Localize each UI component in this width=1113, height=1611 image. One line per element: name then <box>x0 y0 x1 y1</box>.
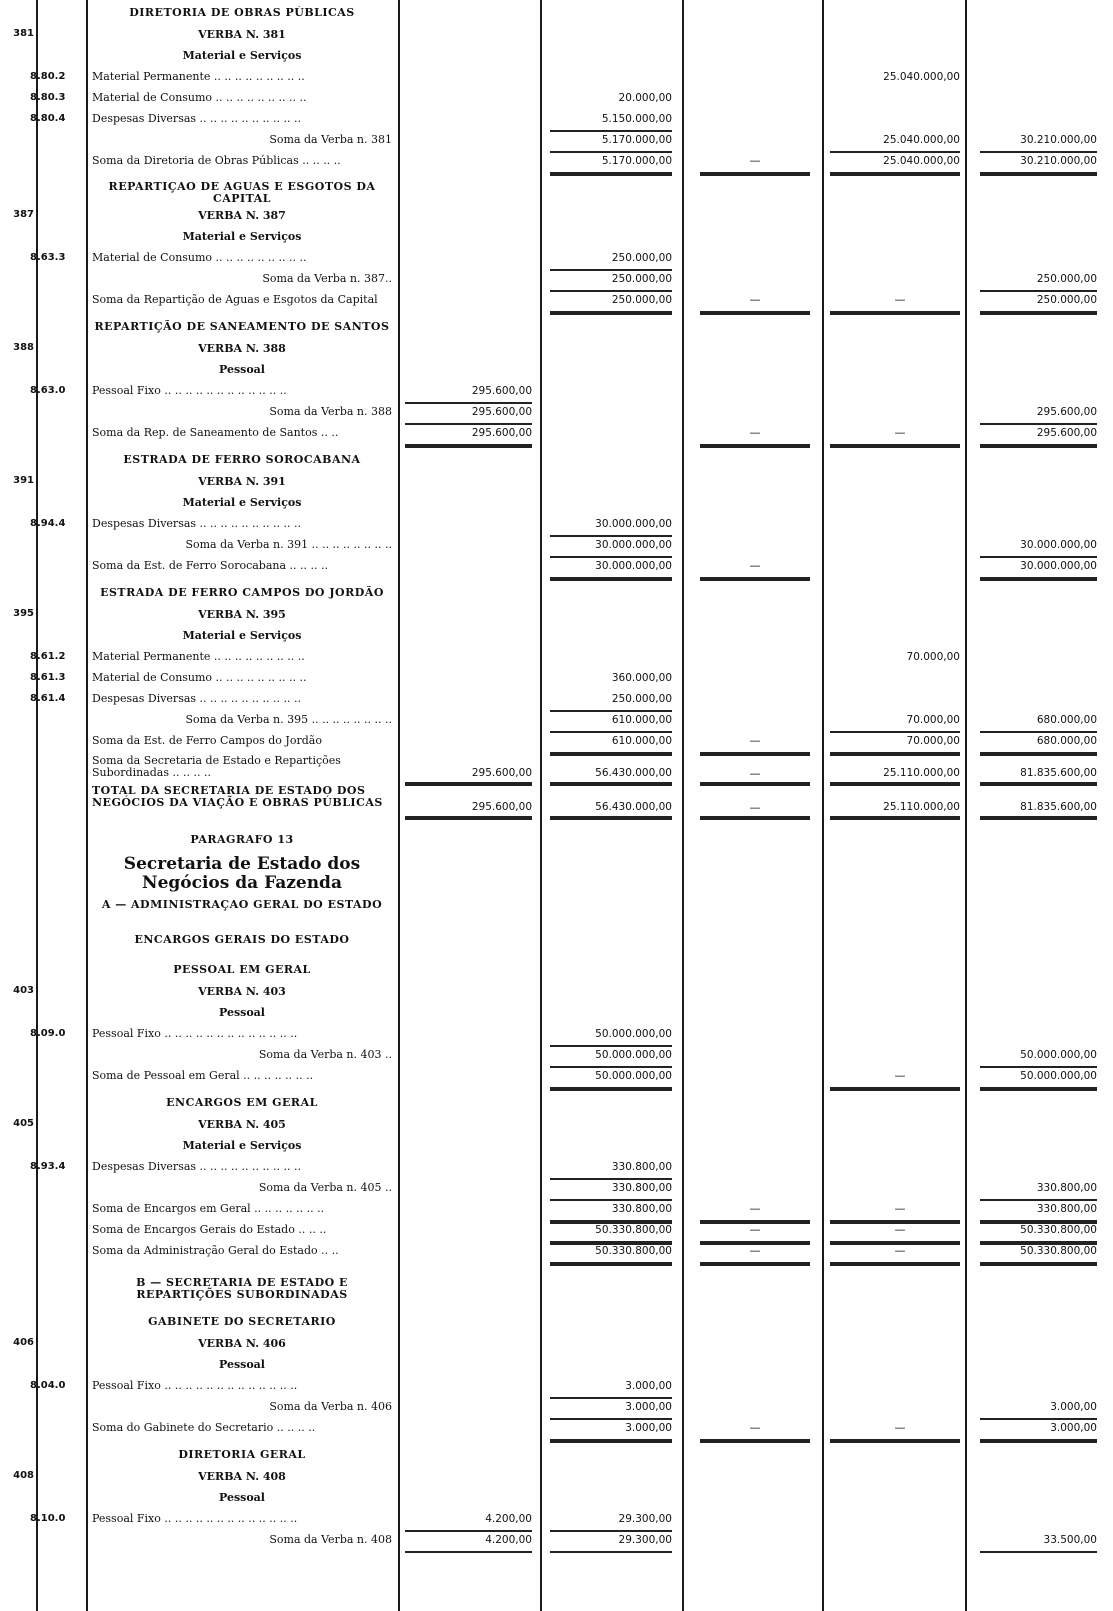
row-description: Despesas Diversas .. .. .. .. .. .. .. .. .. .. <box>92 1160 301 1173</box>
item-code: 8.63.3 <box>30 252 66 263</box>
underline <box>700 172 810 176</box>
ledger-row-sum <box>0 403 1113 424</box>
amount-c2: 330.800,00 <box>611 1203 672 1215</box>
ledger-row-sub <box>0 1468 1113 1489</box>
underline <box>980 444 1097 448</box>
verba-number: 391 <box>13 475 34 486</box>
amount-c2: 330.800,00 <box>611 1161 672 1173</box>
row-description: Material de Consumo .. .. .. .. .. .. .. .. .. <box>92 251 307 264</box>
amount-c5: 3.000,00 <box>1050 1401 1097 1413</box>
underline <box>830 1087 960 1091</box>
row-description: Despesas Diversas .. .. .. .. .. .. .. .. .. .. <box>92 112 301 125</box>
row-description: VERBA N. 387 <box>198 209 286 222</box>
row-description: Material Permanente .. .. .. .. .. .. .. .. .. <box>92 70 305 83</box>
row-description: Soma da Verba n. 408 <box>269 1533 392 1546</box>
underline <box>830 311 960 315</box>
item-code: 8.61.2 <box>30 651 66 662</box>
row-description: Soma de Pessoal em Geral .. .. .. .. .. .. .. <box>92 1069 314 1082</box>
amount-c2: 29.300,00 <box>618 1513 672 1525</box>
amount-c2: 30.000.000,00 <box>595 560 672 572</box>
underline <box>980 172 1097 176</box>
dash-col3: — <box>749 767 761 780</box>
row-description: ESTRADA DE FERRO CAMPOS DO JORDÃO <box>100 586 384 599</box>
subtitle-a: A — ADMINISTRAÇÃO GERAL DO ESTADO <box>101 899 383 911</box>
section-title: Secretaria de Estado dos Negócios da Fazenda <box>123 855 361 893</box>
row-description: Material Permanente .. .. .. .. .. .. .. .. .. <box>92 650 305 663</box>
dash-col4: — <box>894 1223 906 1236</box>
amount-c5: 680.000,00 <box>1036 714 1097 726</box>
amount-c2: 29.300,00 <box>618 1534 672 1546</box>
amount-c2: 30.000.000,00 <box>595 518 672 530</box>
dash-col4: — <box>894 1421 906 1434</box>
ledger-row-sub <box>0 473 1113 494</box>
underline <box>405 816 532 820</box>
dash-col4: — <box>894 1069 906 1082</box>
row-description: Soma da Verba n. 391 .. .. .. .. .. .. .. .. <box>185 538 392 551</box>
row-description: REPARTIÇÃO DE AGUAS E ESGOTOS DA CAPITAL <box>108 181 376 205</box>
row-description: Soma de Encargos em Geral .. .. .. .. .. .. .. <box>92 1202 325 1215</box>
underline <box>830 444 960 448</box>
amount-c1: 295.600,00 <box>471 385 532 397</box>
row-description: Material e Serviços <box>182 49 302 62</box>
ledger-row-item <box>0 249 1113 270</box>
amount-c1: 4.200,00 <box>485 1513 532 1525</box>
row-description: Pessoal <box>218 1491 265 1504</box>
amount-c4: 25.110.000,00 <box>883 767 960 779</box>
row-description: Material e Serviços <box>182 230 302 243</box>
amount-c2: 50.330.800,00 <box>595 1224 672 1236</box>
ledger-row-item <box>0 648 1113 669</box>
ledger-row-heading <box>0 584 1113 606</box>
underline <box>550 311 672 315</box>
ledger-row-sum2 <box>0 753 1113 783</box>
amount-c1: 295.600,00 <box>471 406 532 418</box>
row-description: Soma da Repartição de Aguas e Esgotos da Capital <box>92 293 378 306</box>
row-description: Soma da Verba n. 388 <box>269 405 392 418</box>
ledger-row-sum2 <box>0 732 1113 753</box>
row-description: Pessoal Fixo .. .. .. .. .. .. .. .. .. .. .. .. <box>92 384 287 397</box>
amount-c2: 250.000,00 <box>611 294 672 306</box>
row-description: DIRETORIA GERAL <box>178 1448 306 1461</box>
ledger-row-heading <box>0 1446 1113 1468</box>
underline <box>700 1262 810 1266</box>
amount-c2: 50.330.800,00 <box>595 1245 672 1257</box>
amount-c4: 25.110.000,00 <box>883 801 960 813</box>
dash-col3: — <box>749 426 761 439</box>
ledger-row-sum2 <box>0 557 1113 578</box>
amount-c2: 3.000,00 <box>625 1401 672 1413</box>
amount-c5: 81.835.600,00 <box>1020 767 1097 779</box>
row-description: VERBA N. 391 <box>198 475 286 488</box>
ledger-row-sum2 <box>0 1419 1113 1440</box>
dash-col3: — <box>749 734 761 747</box>
row-description: VERBA N. 395 <box>198 608 286 621</box>
row-description: Material e Serviços <box>182 496 302 509</box>
dash-col4: — <box>894 293 906 306</box>
ledger-row-item <box>0 515 1113 536</box>
underline <box>830 1439 960 1443</box>
dash-col3: — <box>749 559 761 572</box>
ledger-row-heading <box>0 4 1113 26</box>
amount-c2: 50.000.000,00 <box>595 1049 672 1061</box>
row-description: REPARTIÇÃO DE SANEAMENTO DE SANTOS <box>94 320 390 333</box>
amount-c5: 330.800,00 <box>1036 1182 1097 1194</box>
item-code: 8.61.4 <box>30 693 66 704</box>
row-description: VERBA N. 406 <box>198 1337 286 1350</box>
row-description: Soma da Diretoria de Obras Públicas .. .. .. .. <box>92 154 341 167</box>
paragrafo-label: PARAGRAFO 13 <box>190 833 294 846</box>
underline <box>980 1551 1097 1553</box>
ledger-row-item <box>0 110 1113 131</box>
amount-c5: 330.800,00 <box>1036 1203 1097 1215</box>
underline <box>700 444 810 448</box>
amount-c2: 360.000,00 <box>611 672 672 684</box>
verba-number: 381 <box>13 28 34 39</box>
encargos-heading: ENCARGOS GERAIS DO ESTADO <box>134 933 350 946</box>
underline <box>830 1262 960 1266</box>
dash-col3: — <box>749 1421 761 1434</box>
ledger-row-sum <box>0 1398 1113 1419</box>
amount-c1: 295.600,00 <box>471 427 532 439</box>
amount-c4: 25.040.000,00 <box>883 134 960 146</box>
ledger-row-heading <box>0 961 1113 983</box>
ledger-row-item <box>0 1025 1113 1046</box>
item-code: 8.10.0 <box>30 1513 66 1524</box>
verba-number: 406 <box>13 1337 34 1348</box>
amount-c4: 25.040.000,00 <box>883 155 960 167</box>
amount-c2: 250.000,00 <box>611 693 672 705</box>
underline <box>980 1262 1097 1266</box>
underline <box>980 577 1097 581</box>
ledger-row-sum2 <box>0 291 1113 312</box>
row-description: Despesas Diversas .. .. .. .. .. .. .. .. .. .. <box>92 517 301 530</box>
row-description: Soma da Verba n. 387.. <box>262 272 392 285</box>
amount-c5: 30.210.000,00 <box>1020 155 1097 167</box>
amount-c4: 70.000,00 <box>906 651 960 663</box>
amount-c1: 295.600,00 <box>471 801 532 813</box>
amount-c2: 610.000,00 <box>611 714 672 726</box>
dash-col3: — <box>749 1244 761 1257</box>
dash-col3: — <box>749 1223 761 1236</box>
ledger-row-sub <box>0 1116 1113 1137</box>
row-description: PESSOAL EM GERAL <box>173 963 311 976</box>
ledger-row-item <box>0 1377 1113 1398</box>
amount-c5: 50.330.800,00 <box>1020 1224 1097 1236</box>
row-description: Soma da Est. de Ferro Campos do Jordão <box>92 734 322 747</box>
ledger-row-sum2 <box>0 1242 1113 1263</box>
amount-c5: 30.210.000,00 <box>1020 134 1097 146</box>
row-description: VERBA N. 388 <box>198 342 286 355</box>
row-description: VERBA N. 403 <box>198 985 286 998</box>
amount-c5: 250.000,00 <box>1036 273 1097 285</box>
amount-c5: 680.000,00 <box>1036 735 1097 747</box>
amount-c2: 5.170.000,00 <box>601 134 672 146</box>
row-description: Soma do Gabinete do Secretario .. .. .. .. <box>92 1421 316 1434</box>
underline <box>830 816 960 820</box>
amount-c2: 250.000,00 <box>611 252 672 264</box>
ledger-row-item <box>0 89 1113 110</box>
ledger-row-sum2 <box>0 1067 1113 1088</box>
row-description: Material de Consumo .. .. .. .. .. .. .. .. .. <box>92 671 307 684</box>
row-description: Soma da Rep. de Saneamento de Santos .. .. <box>92 426 339 439</box>
ledger-row-sum2 <box>0 424 1113 445</box>
item-code: 8.80.3 <box>30 92 66 103</box>
verba-number: 403 <box>13 985 34 996</box>
ledger-row-sub <box>0 627 1113 648</box>
underline <box>405 444 532 448</box>
amount-c5: 50.330.800,00 <box>1020 1245 1097 1257</box>
underline <box>980 311 1097 315</box>
verba-number: 388 <box>13 342 34 353</box>
amount-c5: 295.600,00 <box>1036 406 1097 418</box>
ledger-row-sub <box>0 228 1113 249</box>
ledger-row-sum <box>0 536 1113 557</box>
ledger-row-item <box>0 1510 1113 1531</box>
ledger-row-sum <box>0 131 1113 152</box>
underline <box>700 577 810 581</box>
dash-col4: — <box>894 426 906 439</box>
underline <box>550 1087 672 1091</box>
row-description: Soma da Secretaria de Estado e Repartições Subordinadas .. .. .. .. <box>92 755 341 779</box>
dash-col3: — <box>749 1202 761 1215</box>
ledger-row-sub <box>0 983 1113 1004</box>
amount-c5: 33.500,00 <box>1043 1534 1097 1546</box>
dash-col4: — <box>894 1244 906 1257</box>
amount-c5: 250.000,00 <box>1036 294 1097 306</box>
row-description: VERBA N. 381 <box>198 28 286 41</box>
amount-c2: 5.170.000,00 <box>601 155 672 167</box>
ledger-row-sub <box>0 361 1113 382</box>
amount-c1: 295.600,00 <box>471 767 532 779</box>
underline <box>700 1439 810 1443</box>
ledger-row-item <box>0 68 1113 89</box>
row-description: Soma da Verba n. 406 <box>269 1400 392 1413</box>
row-description: Pessoal Fixo .. .. .. .. .. .. .. .. .. .. .. .. .. <box>92 1379 298 1392</box>
ledger-row-sum <box>0 1531 1113 1552</box>
underline <box>700 311 810 315</box>
ledger-row-sub <box>0 340 1113 361</box>
amount-c5: 30.000.000,00 <box>1020 560 1097 572</box>
row-description: Soma da Verba n. 403 .. <box>258 1048 392 1061</box>
verba-number: 395 <box>13 608 34 619</box>
row-description: Material e Serviços <box>182 1139 302 1152</box>
amount-c4: 70.000,00 <box>906 735 960 747</box>
ledger-row-sum <box>0 711 1113 732</box>
row-description: Soma da Verba n. 405 .. <box>258 1181 392 1194</box>
item-code: 8.09.0 <box>30 1028 66 1039</box>
amount-c5: 50.000.000,00 <box>1020 1049 1097 1061</box>
item-code: 8.61.3 <box>30 672 66 683</box>
ledger-row-heading <box>0 451 1113 473</box>
row-description: ESTRADA DE FERRO SOROCABANA <box>123 453 361 466</box>
amount-c2: 50.000.000,00 <box>595 1070 672 1082</box>
ledger-row-sub <box>0 1335 1113 1356</box>
ledger-row-sub <box>0 1356 1113 1377</box>
ledger-row-sub <box>0 47 1113 68</box>
item-code: 8.80.4 <box>30 113 66 124</box>
ledger-row-sub <box>0 606 1113 627</box>
ledger-row-sub <box>0 207 1113 228</box>
amount-c2: 30.000.000,00 <box>595 539 672 551</box>
dash-col3: — <box>749 801 761 814</box>
amount-c4: 70.000,00 <box>906 714 960 726</box>
row-description: Pessoal Fixo .. .. .. .. .. .. .. .. .. .. .. .. .. <box>92 1512 298 1525</box>
ledger-row-item <box>0 1158 1113 1179</box>
item-code: 8.63.0 <box>30 385 66 396</box>
ledger-row-item <box>0 382 1113 403</box>
ledger-row-heading <box>0 1094 1113 1116</box>
underline <box>405 1551 532 1553</box>
ledger-row-item <box>0 690 1113 711</box>
ledger-row-sub <box>0 1489 1113 1510</box>
underline <box>830 172 960 176</box>
item-code: 8.93.4 <box>30 1161 66 1172</box>
amount-c2: 330.800,00 <box>611 1182 672 1194</box>
ledger-row-sub <box>0 1137 1113 1158</box>
verba-number: 408 <box>13 1470 34 1481</box>
amount-c4: 25.040.000,00 <box>883 71 960 83</box>
row-description: Material e Serviços <box>182 629 302 642</box>
ledger-row-sum <box>0 1179 1113 1200</box>
underline <box>550 172 672 176</box>
verba-number: 405 <box>13 1118 34 1129</box>
dash-col3: — <box>749 154 761 167</box>
dash-col3: — <box>749 293 761 306</box>
ledger-row-sum2 <box>0 1221 1113 1242</box>
amount-c5: 50.000.000,00 <box>1020 1070 1097 1082</box>
row-description: Soma da Verba n. 395 .. .. .. .. .. .. .. .. <box>185 713 392 726</box>
verba-number: 387 <box>13 209 34 220</box>
ledger-row-sum <box>0 1046 1113 1067</box>
underline <box>980 1439 1097 1443</box>
amount-c5: 30.000.000,00 <box>1020 539 1097 551</box>
subtitle-b: B — SECRETARIA DE ESTADO E REPARTIÇÕES SUBORDINADAS <box>136 1277 348 1301</box>
ledger-row-item <box>0 669 1113 690</box>
amount-c5: 295.600,00 <box>1036 427 1097 439</box>
row-description: TOTAL DA SECRETARIA DE ESTADO DOS NEGÓCIOS DA VIAÇÃO E OBRAS PÚBLICAS <box>92 785 383 809</box>
ledger-row-sum2 <box>0 152 1113 173</box>
amount-c5: 3.000,00 <box>1050 1422 1097 1434</box>
amount-c2: 3.000,00 <box>625 1380 672 1392</box>
row-description: Soma da Verba n. 381 <box>269 133 392 146</box>
row-description: Pessoal Fixo .. .. .. .. .. .. .. .. .. .. .. .. .. <box>92 1027 298 1040</box>
underline <box>550 816 672 820</box>
amount-c5: 81.835.600,00 <box>1020 801 1097 813</box>
amount-c2: 610.000,00 <box>611 735 672 747</box>
ledger-row-sub <box>0 26 1113 47</box>
amount-c2: 5.150.000,00 <box>601 113 672 125</box>
item-code: 8.80.2 <box>30 71 66 82</box>
row-description: Pessoal <box>218 1358 265 1371</box>
row-description: Despesas Diversas .. .. .. .. .. .. .. .. .. .. <box>92 692 301 705</box>
ledger-row-sub <box>0 1004 1113 1025</box>
row-description: VERBA N. 405 <box>198 1118 286 1131</box>
item-code: 8.04.0 <box>30 1380 66 1391</box>
amount-c1: 4.200,00 <box>485 1534 532 1546</box>
underline <box>550 1262 672 1266</box>
underline <box>550 1439 672 1443</box>
row-description: DIRETORIA DE OBRAS PÚBLICAS <box>129 6 355 19</box>
row-description: GABINETE DO SECRETARIO <box>148 1315 336 1328</box>
ledger-row-sum <box>0 270 1113 291</box>
row-description: Soma da Administração Geral do Estado .. .. <box>92 1244 339 1257</box>
underline <box>550 577 672 581</box>
ledger-row-total <box>0 783 1113 817</box>
amount-c2: 50.000.000,00 <box>595 1028 672 1040</box>
row-description: Soma de Encargos Gerais do Estado .. .. .. <box>92 1223 327 1236</box>
amount-c2: 3.000,00 <box>625 1422 672 1434</box>
amount-c2: 56.430.000,00 <box>595 801 672 813</box>
row-description: VERBA N. 408 <box>198 1470 286 1483</box>
item-code: 8.94.4 <box>30 518 66 529</box>
row-description: Material de Consumo .. .. .. .. .. .. .. .. .. <box>92 91 307 104</box>
row-description: Pessoal <box>218 363 265 376</box>
ledger-row-heading <box>0 318 1113 340</box>
underline <box>550 1551 672 1553</box>
amount-c2: 56.430.000,00 <box>595 767 672 779</box>
amount-c2: 20.000,00 <box>618 92 672 104</box>
ledger-row-heading <box>0 179 1113 207</box>
underline <box>700 816 810 820</box>
dash-col4: — <box>894 1202 906 1215</box>
ledger-row-heading <box>0 1313 1113 1335</box>
ledger-row-sum2 <box>0 1200 1113 1221</box>
amount-c2: 250.000,00 <box>611 273 672 285</box>
ledger-row-sub <box>0 494 1113 515</box>
row-description: ENCARGOS EM GERAL <box>166 1096 318 1109</box>
underline <box>980 1087 1097 1091</box>
row-description: Soma da Est. de Ferro Sorocabana .. .. .. .. <box>92 559 329 572</box>
row-description: Pessoal <box>218 1006 265 1019</box>
underline <box>980 816 1097 820</box>
